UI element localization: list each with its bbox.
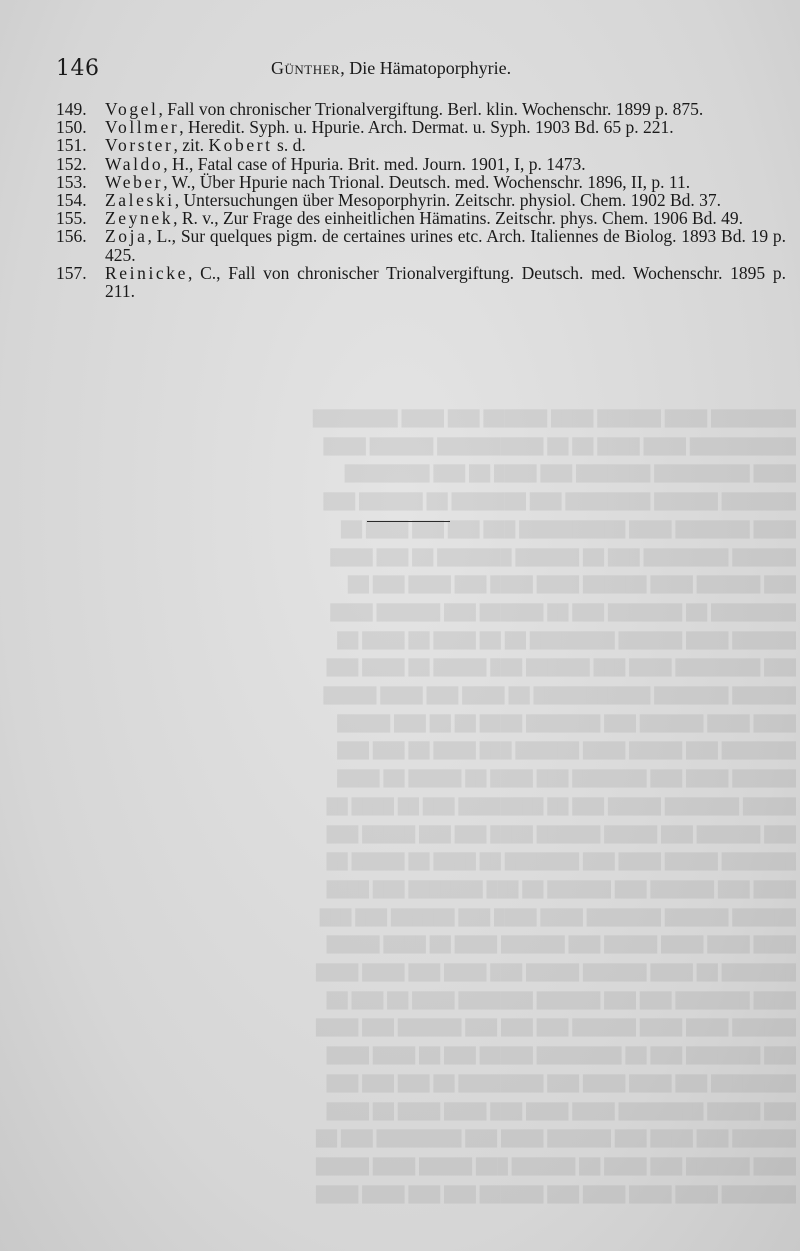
reference-text [105, 209, 786, 227]
reference-author: Vorster [105, 135, 174, 156]
reference-details: , Untersuchungen über Mesoporphyrin. Zeitschr. physiol. Chem. 1902 Bd. 37. [174, 190, 722, 211]
reference-author: Zoja [105, 226, 148, 247]
reference-details: , L., Sur quelques pigm. de certaines urines etc. Arch. Italiennes de Biolog. 1893 Bd. 19 p. 425. [105, 226, 786, 265]
running-head-title: , Die Hämatoporphyrie. [340, 58, 512, 78]
reference-number: 150. [56, 117, 87, 138]
reference-text [105, 191, 786, 209]
reference-details: , C., Fall von chronischer Trionalvergiftung. Deutsch. med. Wochenschr. 1895 p. 211. [105, 262, 786, 302]
bleed-through-texture: ████████ ████ ██████ ████ ██████ ███ ████ ████████ ██████████ ████ ████ ██ ██ ██████████ ██████ ████ ████ █████████ ███████ ███ ████ ██ ███ ████████ ███████ ██████ ████████ ███ ███████ ██ ██████ ███ ████ ███████ ████ ██████████ ███ ███ ███ ████ ██ ██████ ████████ ███ ██ ██████ ███████ ██ ███ ████ ███ ██████ ████ ██████ ████ ████ ███ ████ ███ ██ ████████ ██ ███████ ███ ██ ██████ ███ ██████ ████ ██████ ████ ██████ ████████ ██ ██ ████ ██ ████ ██ ███ ████████ ████ ███ ██████ ███ █████ ██ ████ ███ ██████ ███████ ███████████ ██ ████ ███ ████ █████ ████ ████ ██████ ███ ███████ ████ ██ ██ ███ █████ ███████ ███ █████ ████ ██████ ███ ████ ██ ███ ███ ██████ ████ ███ ███████ ███ ████ ██ █████ ██ ████ █████ ███████ █████ ███ ██ ████████ ███ ██ ████ ██ ███ ██████ ███ █████ ██████ ████ ███ ███ █████ ███ ███████ █████ ████ ███ ███████ ██ ████ ██ █████ ██ ████ ███ ██████ ███ ██████ ██ ███ ███████ ███ ████ ██████ ██████ ███████ ████ ████ ███ ██████ ███ ███ ████ ████ ████ █████ ███ ██████ ████ ██ ████ █████ ███████ ██ ████ ██████ █████ ███ ████ ███ ████ ████ ████ ███████ ███ ███ ██████ ███████ ████ ██ ███ ██ ██████ ████ ████ ██████ ███ ███ ███ ██████ ███ ████ ███ ███████ ███ ██ ████████ █████ ███ ██ ████ ████ ████████ ███ ████ ████ ███ ████████ ██ ███ ███ ███ ███ █████ ████████ ████ ████ ███ ████ ████ ██ ████ ██████ ███ ████ ███ ██████ ████ ███ ████████ ███ ██ ████ ██████ ███ ████ ██ ██████ ███ █████ ████ █████ ███████ ████ ████ ████ ███ ██████ ███ ███ ████ ████ [312, 411, 796, 1203]
reference-item [56, 264, 786, 300]
section-divider [367, 521, 450, 522]
reference-item [56, 155, 786, 173]
reference-number: 152. [56, 153, 87, 174]
page-header [56, 56, 786, 86]
reference-author: Vollmer [105, 117, 180, 138]
reference-author: Waldo [105, 153, 164, 174]
reference-item [56, 191, 786, 209]
reference-item [56, 136, 786, 154]
reference-author: Weber [105, 171, 164, 192]
reference-item [56, 209, 786, 227]
running-head-author: Günther [271, 58, 341, 78]
reference-list [56, 100, 786, 300]
reference-text [105, 136, 786, 154]
reference-details: , zit. [173, 135, 209, 156]
reference-item [56, 227, 786, 263]
reference-text [105, 118, 786, 136]
reference-number: 151. [56, 135, 87, 156]
reference-text [105, 227, 786, 263]
reference-details: , Fall von chronischer Trionalvergiftung. Berl. klin. Wochenschr. 1899 p. 875. [158, 99, 704, 119]
reference-text [105, 100, 786, 118]
reference-number: 157. [56, 262, 87, 283]
reference-number: 155. [56, 208, 87, 229]
reference-author: Zaleski [105, 190, 175, 211]
reference-cited-author: Kobert [208, 135, 273, 156]
reference-author: Vogel [105, 99, 159, 119]
reference-item [56, 100, 786, 118]
reference-author: Reinicke [105, 262, 188, 283]
reference-author: Zeynek [105, 208, 174, 229]
reference-item [56, 173, 786, 191]
reference-item [56, 118, 786, 136]
reference-details: , Heredit. Syph. u. Hpurie. Arch. Dermat. u. Syph. 1903 Bd. 65 p. 221. [179, 117, 674, 138]
reference-number: 149. [56, 99, 87, 119]
reference-number: 154. [56, 190, 87, 211]
reference-number: 156. [56, 226, 87, 247]
reference-text [105, 173, 786, 191]
reference-details-extra: s. d. [272, 135, 306, 156]
running-head [271, 58, 511, 79]
reference-text [105, 264, 786, 300]
reference-details: , R. v., Zur Frage des einheitlichen Hämatins. Zeitschr. phys. Chem. 1906 Bd. 49. [173, 208, 744, 229]
reference-details: , H., Fatal case of Hpuria. Brit. med. Journ. 1901, I, p. 1473. [163, 153, 586, 174]
reference-details: , W., Über Hpurie nach Trional. Deutsch. med. Wochenschr. 1896, II, p. 11. [163, 171, 691, 192]
page-number: 146 [56, 56, 100, 81]
reference-text [105, 155, 786, 173]
reference-number: 153. [56, 171, 87, 192]
